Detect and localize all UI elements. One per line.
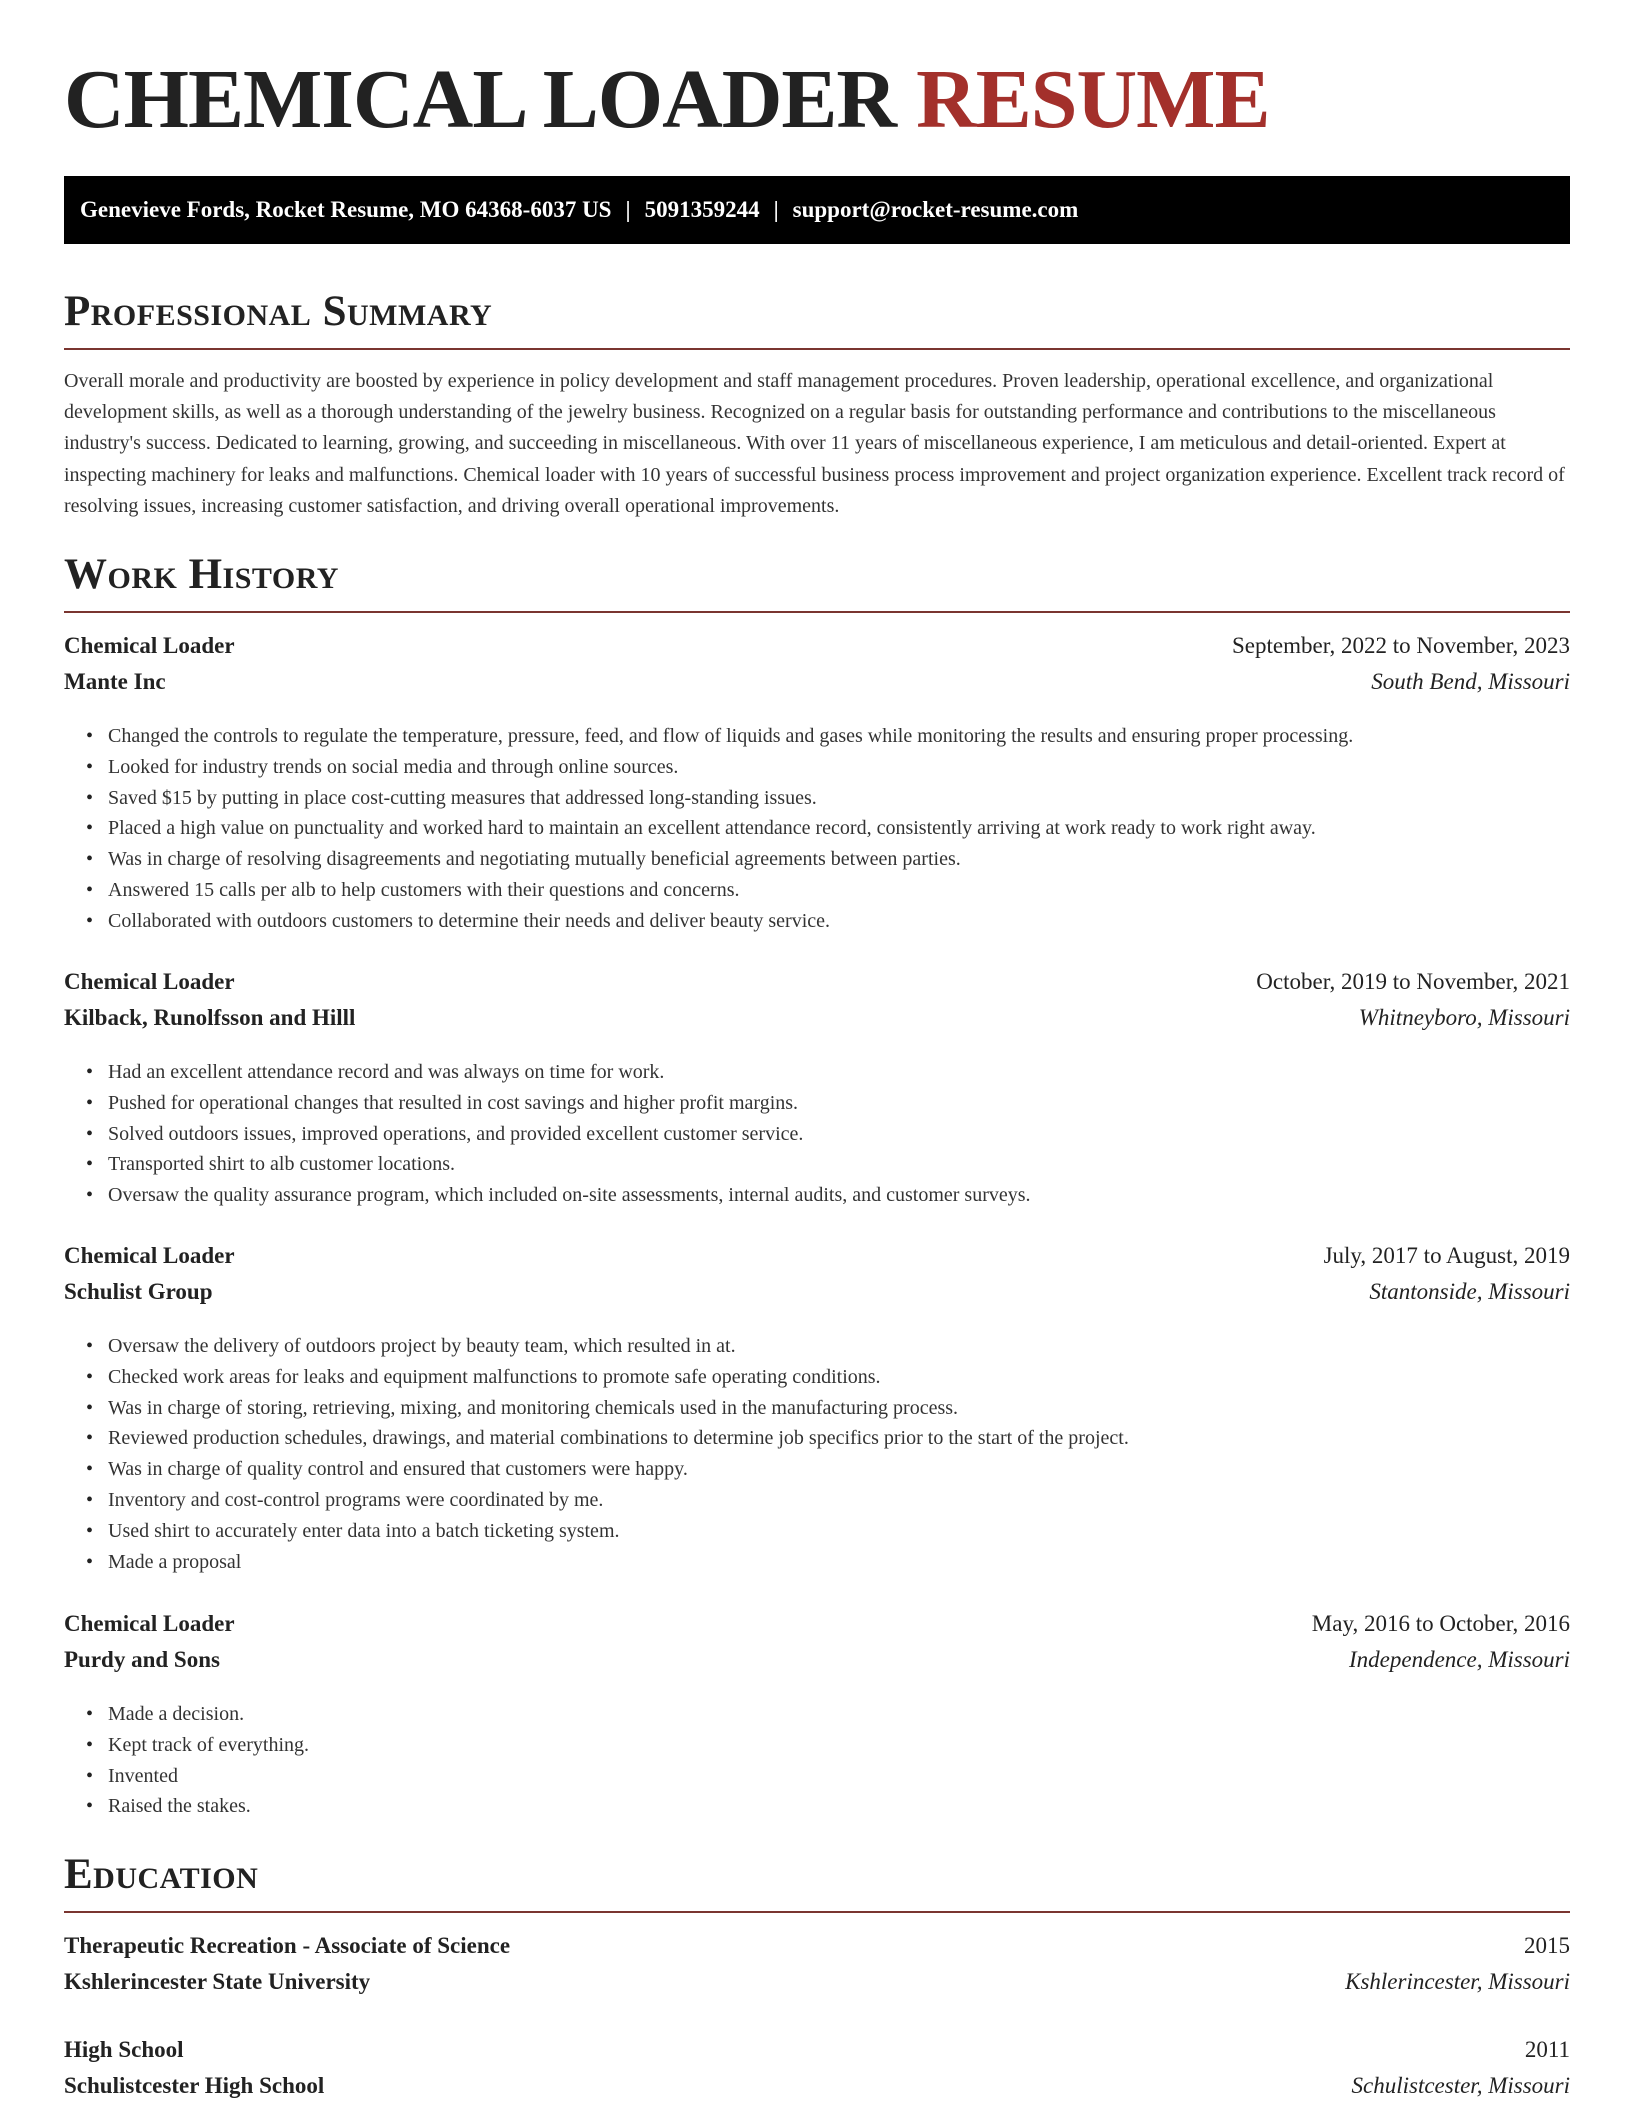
job-bullets <box>64 1699 309 1822</box>
contact-bar <box>64 176 1570 244</box>
job-title: Chemical Loader <box>64 1611 235 1636</box>
list-item: • Kept track of everything. <box>108 1730 309 1761</box>
list-item: • Transported shirt to alb customer locations. <box>108 1149 1031 1180</box>
section-divider <box>64 611 1570 613</box>
list-item: • Placed a high value on punctuality and worked hard to maintain an excellent attendance record, consistently arriving at work ready to work right away. <box>108 813 1353 844</box>
job-title: Chemical Loader <box>64 633 235 658</box>
job-company: Mante Inc <box>64 669 166 694</box>
education-degree: High School <box>64 2037 184 2062</box>
job-location: Stantonside, Missouri <box>1369 1279 1570 1304</box>
list-item: • Saved $15 by putting in place cost-cutting measures that addressed long-standing issues. <box>108 783 1353 814</box>
job-company-row <box>64 666 1570 698</box>
job-bullets <box>64 1331 1129 1577</box>
education-year: 2011 <box>1524 2037 1570 2062</box>
contact-address: Genevieve Fords, Rocket Resume, MO 64368-6037 US <box>80 197 612 222</box>
list-item: • Had an excellent attendance record and was always on time for work. <box>108 1057 1031 1088</box>
section-heading-summary: Professional Summary <box>64 288 493 335</box>
education-school-row <box>64 2070 1570 2102</box>
list-item: • Was in charge of storing, retrieving, mixing, and monitoring chemicals used in the manufacturing process. <box>108 1393 1129 1424</box>
job-location: Whitneyboro, Missouri <box>1358 1005 1570 1030</box>
section-divider <box>64 348 1570 350</box>
job-bullets <box>64 1057 1031 1211</box>
section-heading-education: Education <box>64 1851 259 1898</box>
contact-email: support@rocket-resume.com <box>792 197 1079 222</box>
list-item: • Pushed for operational changes that resulted in cost savings and higher profit margins. <box>108 1088 1031 1119</box>
job-title-row <box>64 1240 1570 1272</box>
job-company-row <box>64 1276 1570 1308</box>
title-accent: RESUME <box>916 53 1270 146</box>
summary-text: Overall morale and productivity are boosted by experience in policy development and staff management procedures. Proven leadership, operational excellence, and organizational development skills, as well as a thorough understanding of the jewelry business. Recognized on a regular basis for outstanding performance and contributions to the miscellaneous industry's success. Dedicated to learning, growing, and succeeding in miscellaneous. With over 11 years of miscellaneous experience, I am meticulous and detail-oriented. Expert at inspecting machinery for leaks and malfunctions. Chemical loader with 10 years of successful business process improvement and project organization experience. Excellent track record of resolving issues, increasing customer satisfaction, and driving overall operational improvements. <box>64 370 1565 517</box>
list-item: • Was in charge of quality control and ensured that customers were happy. <box>108 1454 1129 1485</box>
contact-separator: | <box>773 197 779 222</box>
list-item: • Oversaw the quality assurance program, which included on-site assessments, internal audits, and customer surveys. <box>108 1180 1031 1211</box>
education-location: Kshlerincester, Missouri <box>1345 1969 1570 1994</box>
list-item: • Used shirt to accurately enter data into a batch ticketing system. <box>108 1516 1129 1547</box>
section-divider <box>64 1911 1570 1913</box>
page-title <box>64 53 1270 146</box>
education-location: Schulistcester, Missouri <box>1351 2073 1570 2098</box>
title-main: CHEMICAL LOADER <box>64 53 897 146</box>
list-item: • Changed the controls to regulate the temperature, pressure, feed, and flow of liquids and gases while monitoring the results and ensuring proper processing. <box>108 721 1353 752</box>
contact-phone: 5091359244 <box>644 197 760 222</box>
job-dates: May, 2016 to October, 2016 <box>1311 1611 1570 1636</box>
list-item: • Invented <box>108 1761 309 1792</box>
education-degree: Therapeutic Recreation - Associate of Science <box>64 1933 511 1958</box>
contact-separator: | <box>625 197 631 222</box>
education-degree-row <box>64 1930 1570 1962</box>
job-title: Chemical Loader <box>64 969 235 994</box>
job-title-row <box>64 966 1570 998</box>
job-title: Chemical Loader <box>64 1243 235 1268</box>
list-item: • Looked for industry trends on social media and through online sources. <box>108 752 1353 783</box>
list-item: • Solved outdoors issues, improved operations, and provided excellent customer service. <box>108 1119 1031 1150</box>
list-item: • Made a proposal <box>108 1547 1129 1578</box>
job-location: South Bend, Missouri <box>1371 669 1570 694</box>
job-company-row <box>64 1002 1570 1034</box>
education-school: Schulistcester High School <box>64 2073 325 2098</box>
list-item: • Oversaw the delivery of outdoors project by beauty team, which resulted in at. <box>108 1331 1129 1362</box>
job-company-row <box>64 1644 1570 1676</box>
education-year: 2015 <box>1524 1933 1570 1958</box>
job-company: Purdy and Sons <box>64 1647 220 1672</box>
job-title-row <box>64 1608 1570 1640</box>
job-dates: September, 2022 to November, 2023 <box>1232 633 1570 658</box>
list-item: • Answered 15 calls per alb to help customers with their questions and concerns. <box>108 875 1353 906</box>
education-school-row <box>64 1966 1570 1998</box>
job-title-row <box>64 630 1570 662</box>
list-item: • Inventory and cost-control programs were coordinated by me. <box>108 1485 1129 1516</box>
list-item: • Raised the stakes. <box>108 1791 309 1822</box>
job-dates: July, 2017 to August, 2019 <box>1323 1243 1570 1268</box>
list-item: • Reviewed production schedules, drawings, and material combinations to determine job specifics prior to the start of the project. <box>108 1423 1129 1454</box>
job-location: Independence, Missouri <box>1349 1647 1570 1672</box>
job-bullets <box>64 721 1353 937</box>
section-heading-work: Work History <box>64 551 339 598</box>
education-school: Kshlerincester State University <box>64 1969 371 1994</box>
list-item: • Checked work areas for leaks and equipment malfunctions to promote safe operating conditions. <box>108 1362 1129 1393</box>
job-company: Kilback, Runolfsson and Hilll <box>64 1005 356 1030</box>
job-dates: October, 2019 to November, 2021 <box>1256 969 1570 994</box>
list-item: • Was in charge of resolving disagreements and negotiating mutually beneficial agreements between parties. <box>108 844 1353 875</box>
list-item: • Made a decision. <box>108 1699 309 1730</box>
education-degree-row <box>64 2034 1570 2066</box>
job-company: Schulist Group <box>64 1279 213 1304</box>
list-item: • Collaborated with outdoors customers to determine their needs and deliver beauty service. <box>108 906 1353 937</box>
